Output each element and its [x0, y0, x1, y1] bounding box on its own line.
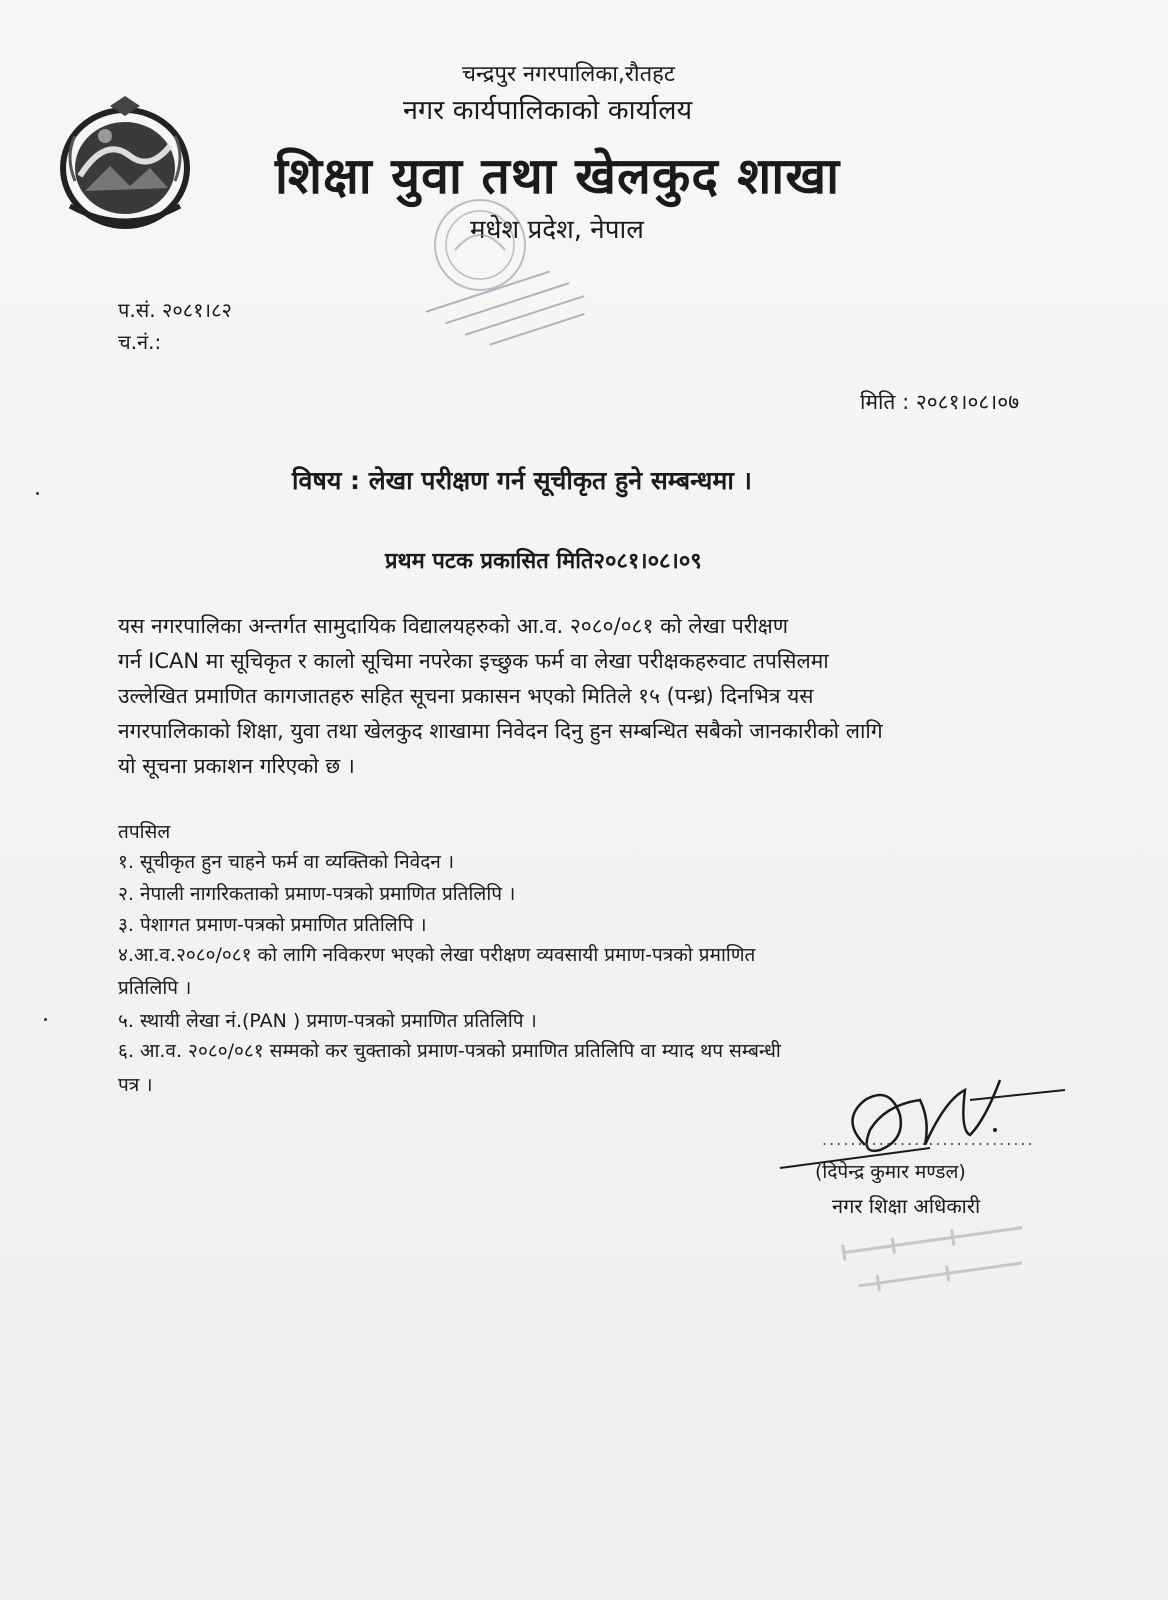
list-item: २. नेपाली नागरिकताको प्रमाण-पत्रको प्रमाणित प्रतिलिपि । — [118, 883, 516, 905]
signatory-title: नगर शिक्षा अधिकारी — [832, 1194, 981, 1218]
list-item: ५. स्थायी लेखा नं.(PAN ) प्रमाण-पत्रको प्रमाणित प्रतिलिपि । — [118, 1010, 537, 1032]
body-line: यस नगरपालिका अन्तर्गत सामुदायिक विद्यालयहरुको आ.व. २०८०/०८१ को लेखा परीक्षण — [118, 614, 789, 638]
list-item: ६. आ.व. २०८०/०८१ सम्मको कर चुक्ताको प्रमाण-पत्रको प्रमाणित प्रतिलिपि वा म्याद थप सम्बन्धी — [118, 1040, 781, 1062]
list-item: १. सूचीकृत हुन चाहने फर्म वा व्यक्तिको निवेदन । — [118, 851, 455, 873]
publication-date: प्रथम पटक प्रकासित मिति२०८१।०८।०९ — [385, 549, 702, 574]
list-item: ४.आ.व.२०८०/०८१ को लागि नविकरण भएको लेखा परीक्षण व्यवसायी प्रमाण-पत्रको प्रमाणित — [118, 944, 756, 966]
body-line: उल्लेखित प्रमाणित कागजातहरु सहित सूचना प्रकासन भएको मितिले १५ (पन्ध्र) दिनभित्र यस — [118, 684, 814, 708]
dispatch-number: च.नं.: — [118, 330, 162, 354]
letter-date: मिति : २०८१।०८।०७ — [860, 390, 1020, 414]
body-line: नगरपालिकाको शिक्षा, युवा तथा खेलकुद शाखामा निवेदन दिनु हुन सम्बन्धित सबैको जानकारीको लागि — [118, 719, 883, 743]
paper-speck — [44, 1018, 47, 1021]
list-item: पत्र । — [118, 1074, 153, 1096]
list-item: ३. पेशागत प्रमाण-पत्रको प्रमाणित प्रतिलिपि । — [118, 914, 427, 936]
signature-dotted-line: .............................. — [822, 1130, 1035, 1149]
list-item: प्रतिलिपि । — [118, 977, 192, 999]
signatory-name: (दिपेन्द्र कुमार मण्डल) — [815, 1161, 966, 1183]
list-heading: तपसिल — [118, 821, 171, 843]
paper-speck — [36, 492, 39, 495]
nepal-emblem-icon — [50, 96, 200, 236]
body-line: यो सूचना प्रकाशन गरिएको छ । — [118, 754, 355, 778]
letter-number: प.सं. २०८१।८२ — [118, 298, 232, 322]
body-line: गर्न ICAN मा सूचिकृत र कालो सूचिमा नपरेका इच्छुक फर्म वा लेखा परीक्षकहरुवाट तपसिलमा — [118, 649, 829, 673]
section-name: शिक्षा युवा तथा खेलकुद शाखा — [275, 147, 841, 205]
office-seal-stamp — [405, 190, 615, 350]
municipality-name: चन्द्रपुर नगरपालिका,रौतहट — [462, 62, 675, 87]
province-name: मधेश प्रदेश, नेपाल — [470, 215, 644, 245]
office-name: नगर कार्यपालिकाको कार्यालय — [403, 95, 693, 126]
subject-line: विषय : लेखा परीक्षण गर्न सूचीकृत हुने सम्बन्धमा । — [292, 466, 753, 495]
name-stamp — [835, 1210, 1035, 1300]
